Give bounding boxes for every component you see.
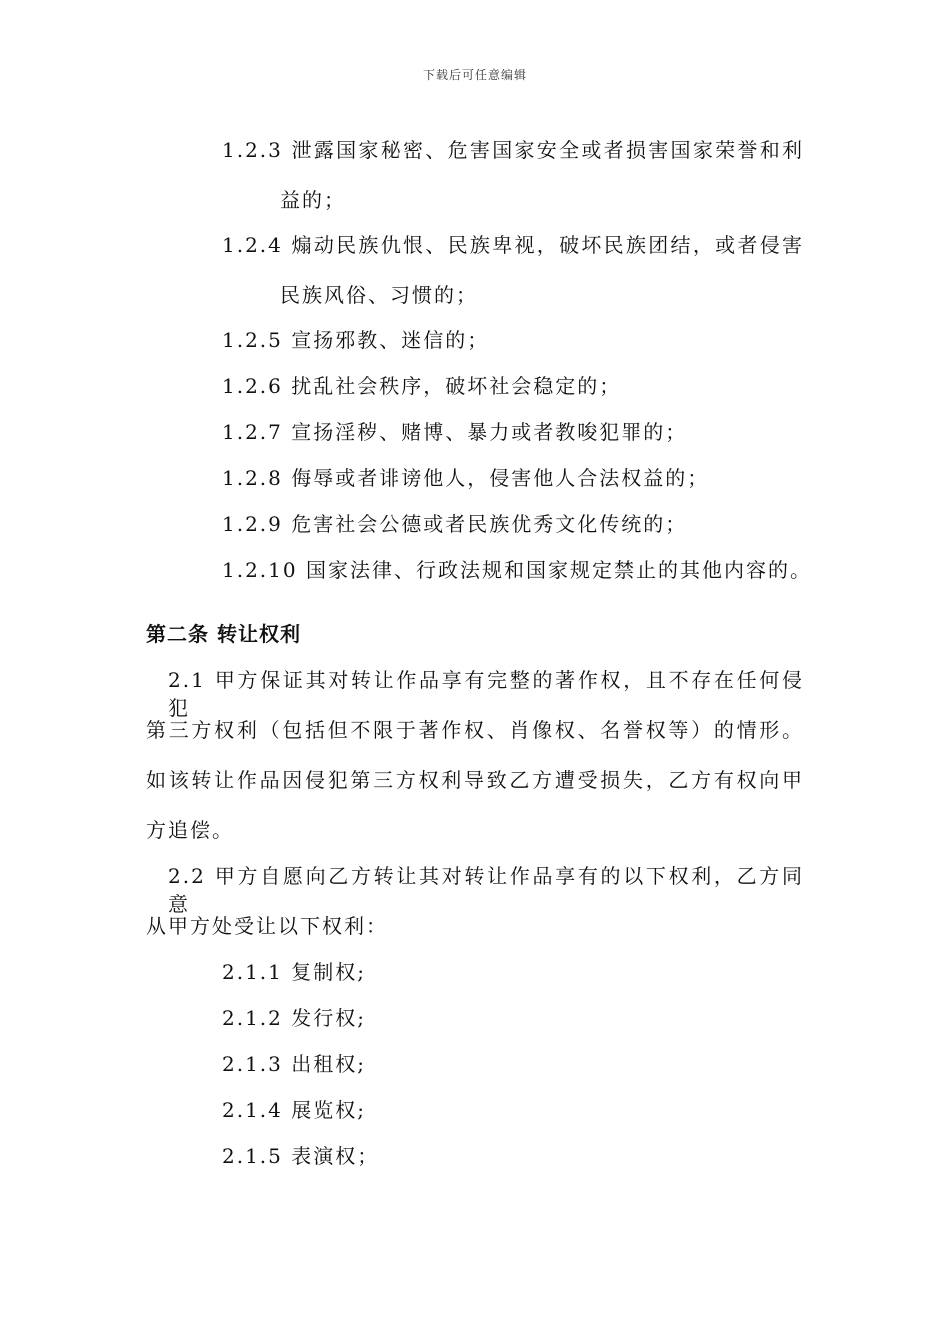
item-text: 出租权;	[291, 1052, 366, 1076]
item-text: 发行权;	[291, 1006, 366, 1030]
paragraph-2-1-line2: 第三方权利（包括但不限于著作权、肖像权、名誉权等）的情形。	[146, 718, 804, 742]
item-number: 2.1.3	[222, 1052, 283, 1076]
item-text: 泄露国家秘密、危害国家安全或者损害国家荣誉和利	[291, 138, 805, 162]
item-number: 1.2.4	[222, 233, 283, 257]
item-number: 1.2.8	[222, 466, 283, 490]
list-item-1-2-7	[222, 418, 687, 446]
item-text: 表演权；	[291, 1144, 380, 1168]
article-heading: 第二条 转让权利	[146, 622, 301, 646]
item-text: 侮辱或者诽谤他人，侵害他人合法权益的；	[291, 466, 710, 490]
item-text: 危害社会公德或者民族优秀文化传统的；	[291, 512, 688, 536]
item-text: 宣扬淫秽、赌博、暴力或者教唆犯罪的；	[291, 420, 688, 444]
list-item-1-2-5	[222, 326, 489, 354]
paragraph-2-1-line3: 如该转让作品因侵犯第三方权利导致乙方遭受损失，乙方有权向甲	[146, 768, 804, 792]
rights-item-2-1-5	[222, 1142, 379, 1170]
paragraph-2-2-line1: 2.2 甲方自愿向乙方转让其对转让作品享有的以下权利，乙方同意	[168, 864, 804, 916]
item-number: 1.2.3	[222, 138, 283, 162]
list-item-1-2-4-line2: 民族风俗、习惯的；	[280, 283, 478, 307]
item-text: 宣扬邪教、迷信的；	[291, 328, 490, 352]
header-note: 下载后可任意编辑	[422, 68, 527, 82]
item-number: 1.2.6	[222, 374, 283, 398]
paragraph-2-1-line4: 方追偿。	[146, 818, 234, 842]
list-item-1-2-6	[222, 372, 621, 400]
item-number: 1.2.5	[222, 328, 283, 352]
item-text: 煽动民族仇恨、民族卑视，破坏民族团结，或者侵害	[291, 233, 805, 257]
item-text: 展览权;	[291, 1098, 366, 1122]
item-number: 1.2.10	[222, 558, 298, 582]
list-item-1-2-4-line1	[222, 231, 804, 259]
item-text: 扰乱社会秩序，破坏社会稳定的；	[291, 374, 622, 398]
paragraph-2-2-line2: 从甲方处受让以下权利：	[146, 914, 388, 938]
item-text: 国家法律、行政法规和国家规定禁止的其他内容的。	[305, 558, 812, 582]
item-number: 1.2.9	[222, 512, 283, 536]
list-item-1-2-3-line2: 益的；	[280, 188, 346, 212]
list-item-1-2-8	[222, 464, 709, 492]
rights-item-2-1-1	[222, 958, 366, 986]
item-number: 2.1.5	[222, 1144, 283, 1168]
item-number: 2.1.4	[222, 1098, 283, 1122]
item-number: 1.2.7	[222, 420, 283, 444]
rights-item-2-1-4	[222, 1096, 366, 1124]
list-item-1-2-9	[222, 510, 687, 538]
list-item-1-2-10	[222, 556, 812, 584]
item-number: 2.1.2	[222, 1006, 283, 1030]
item-text: 复制权;	[291, 960, 366, 984]
item-number: 2.1.1	[222, 960, 283, 984]
rights-item-2-1-2	[222, 1004, 366, 1032]
list-item-1-2-3-line1	[222, 136, 804, 164]
paragraph-2-1-line1: 2.1 甲方保证其对转让作品享有完整的著作权，且不存在任何侵犯	[168, 668, 804, 720]
rights-item-2-1-3	[222, 1050, 366, 1078]
